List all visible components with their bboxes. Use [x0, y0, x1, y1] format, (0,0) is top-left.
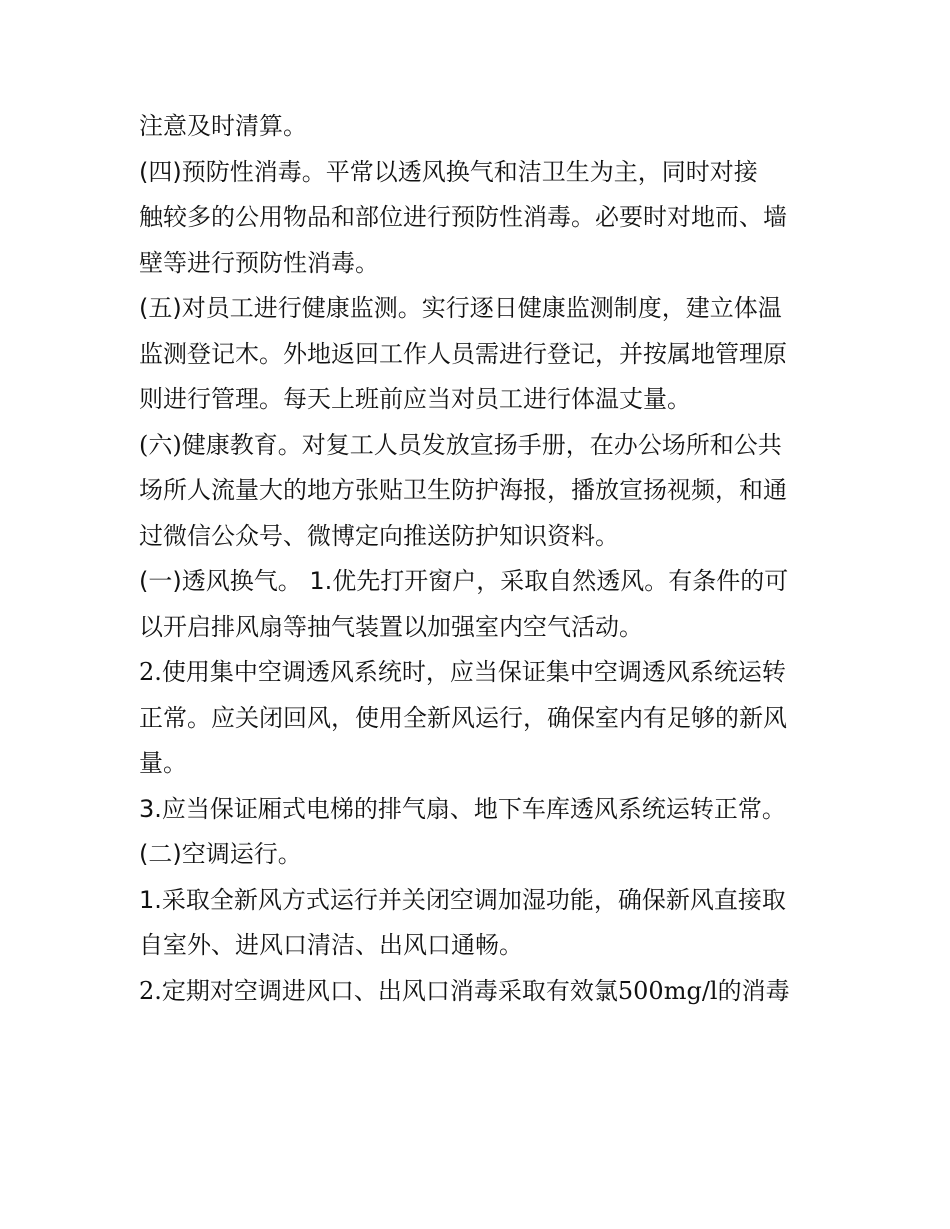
text-line-10: 过微信公众号、微博定向推送防护知识资料。: [139, 521, 619, 550]
text-line-3: 触较多的公用物品和部位进行预防性消毒。必要时对地而、墙: [139, 203, 787, 231]
text-line-12: 以开启排风扇等抽气装置以加强室内空气活动。: [139, 612, 643, 641]
text-line-1: 注意及时清算。: [139, 112, 307, 140]
text-line-18: 1.采取全新风方式运行并关闭空调加湿功能，确保新风直接取: [139, 885, 786, 914]
text-line-8: (六)健康教育。对复工人员发放宣扬手册，在办公场所和公共: [139, 430, 782, 459]
text-line-2: (四)预防性消毒。平常以透风换气和洁卫生为主，同时对接: [139, 157, 758, 186]
text-line-19: 自室外、进风口清洁、出风口通畅。: [139, 931, 523, 959]
text-line-15: 量。: [139, 749, 187, 777]
text-line-16: 3.应当保证厢式电梯的排气扇、地下车库透风系统运转正常。: [139, 794, 786, 823]
text-line-13: 2.使用集中空调透风系统时，应当保证集中空调透风系统运转: [139, 658, 786, 686]
document-page: [139, 104, 811, 1014]
text-line-17: (二)空调运行。: [139, 840, 302, 868]
text-line-20: 2.定期对空调进风口、出风口消毒采取有效氯500mg/l的消毒: [139, 976, 790, 1005]
text-line-14: 正常。应关闭回风，使用全新风运行，确保室内有足够的新风: [139, 703, 787, 732]
text-line-6: 监测登记木。外地返回工作人员需进行登记，并按属地管理原: [139, 339, 787, 368]
text-line-7: 则进行管理。每天上班前应当对员工进行体温丈量。: [139, 385, 691, 413]
text-line-9: 场所人流量大的地方张贴卫生防护海报，播放宣扬视频，和通: [139, 476, 787, 504]
text-line-4: 壁等进行预防性消毒。: [139, 248, 379, 277]
text-line-11: (一)透风换气。 1.优先打开窗户，采取自然透风。有条件的可: [139, 567, 789, 595]
text-line-5: (五)对员工进行健康监测。实行逐日健康监测制度，建立体温: [139, 294, 782, 322]
